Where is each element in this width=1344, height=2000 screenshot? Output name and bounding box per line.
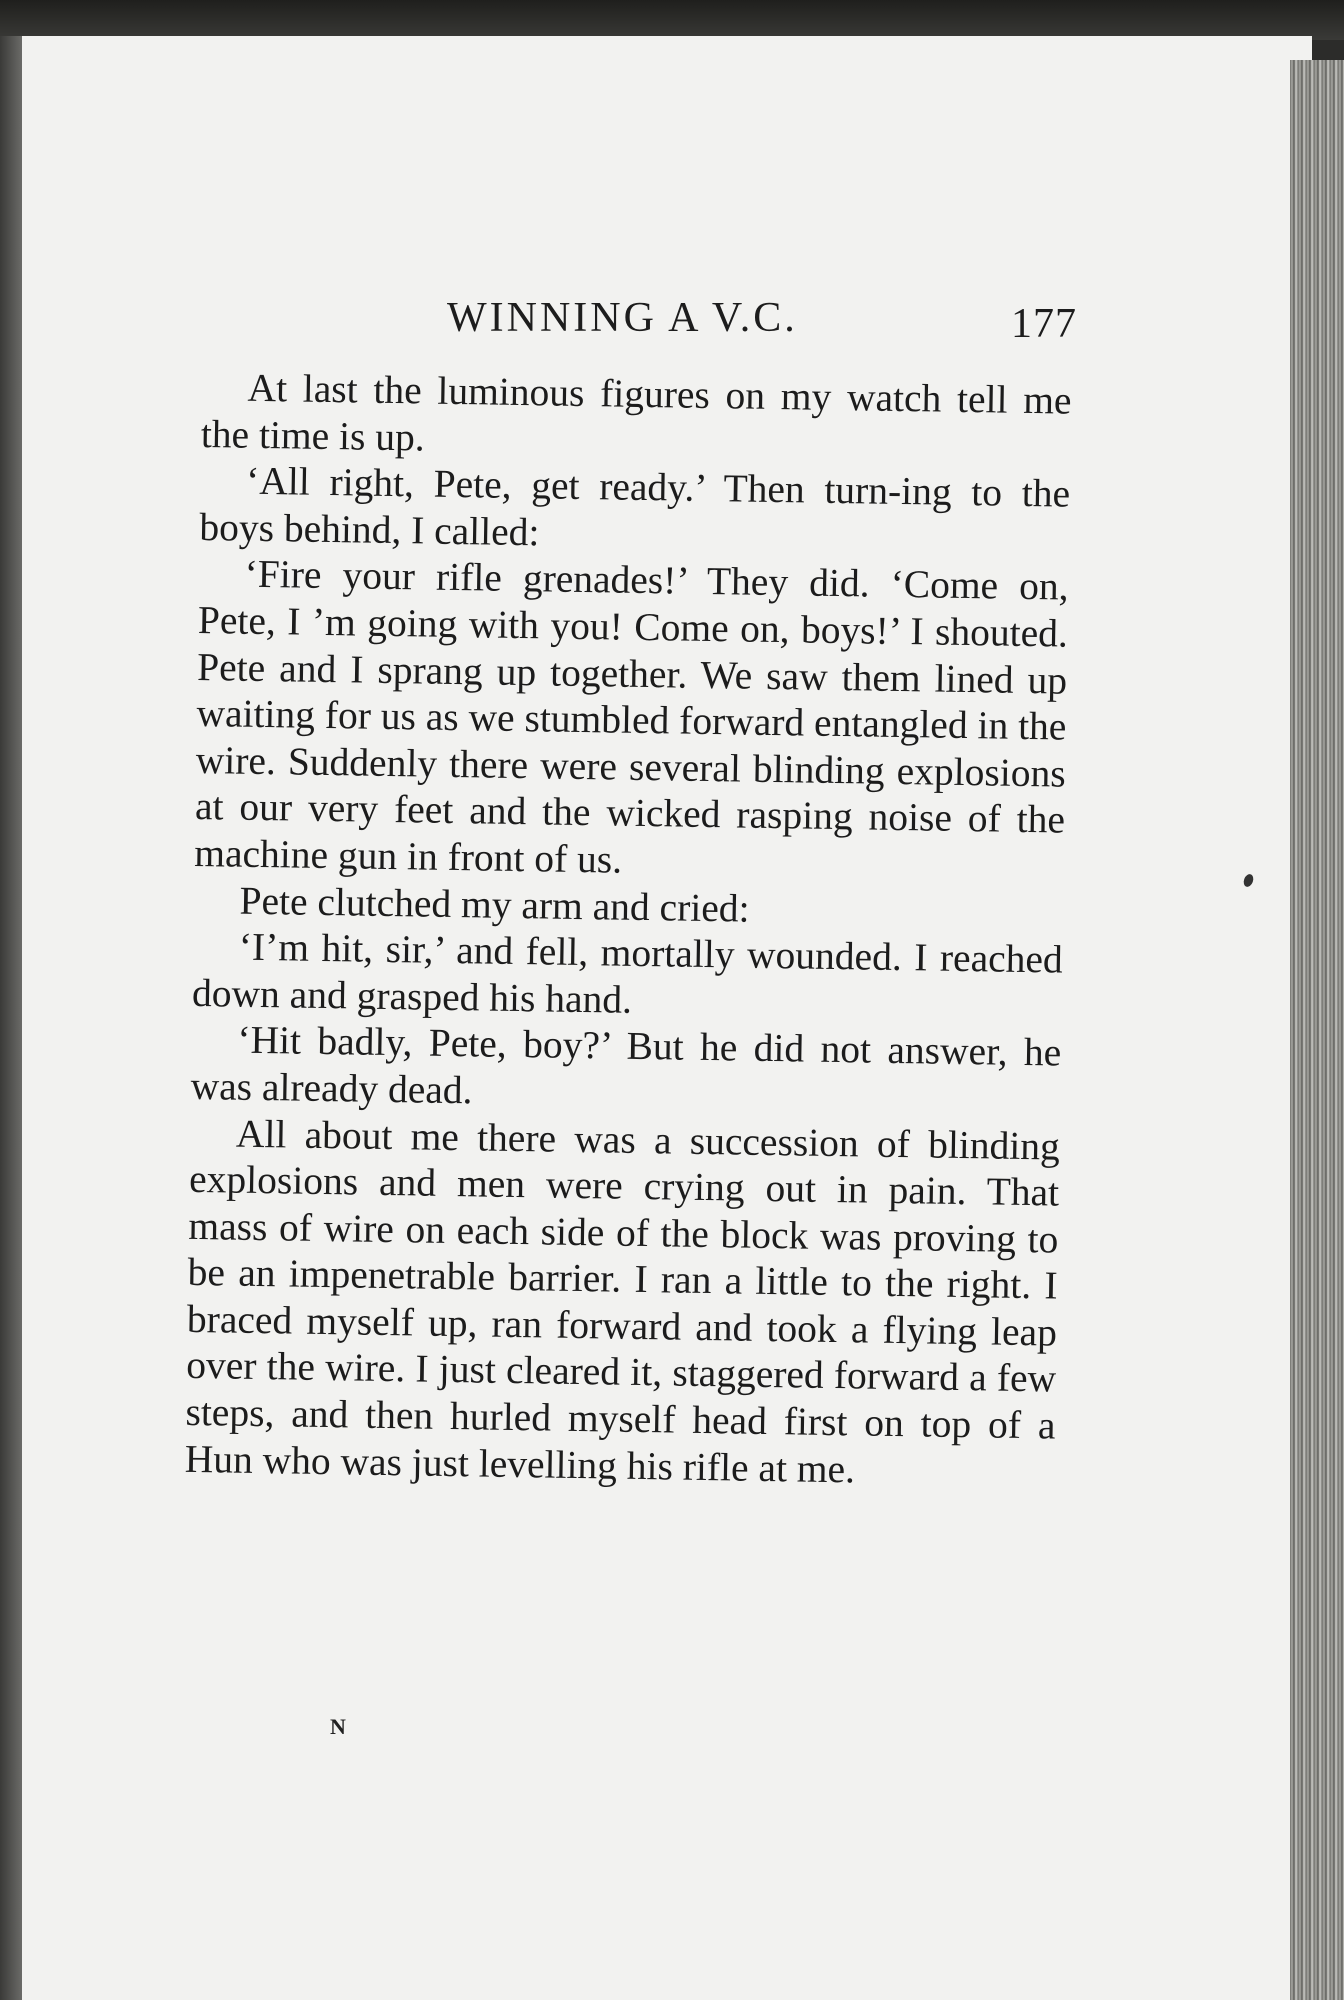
paragraph: ‘Fire your rifle grenades!’ They did. ‘Come on, Pete, I ’m going with you! Come on, boys!’ I shouted. Pete and I sprang up together. We saw them lined up waiting for us as we stumbled forward entangled in the wire. Suddenly there were several blinding explosions at our very feet and the wicked rasping noise of the machine gun in front of us. [193, 552, 1069, 882]
paragraph: All about me there was a succession of blinding explosions and men were crying out in pain. That mass of wire on each side of the block was proving to be an impenetrable barrier. I ran a little to the right. I braced myself up, ran forward and took a flying leap over the wire. I just cleared it, staggered forward a few steps, and then hurled myself head first on top of a Hun who was just levelling his rifle at me. [184, 1111, 1061, 1492]
page-header [437, 294, 1077, 354]
page-number: 177 [1011, 301, 1077, 347]
running-head: WINNING A V.C. [447, 295, 798, 341]
scan-top-border [0, 0, 1344, 40]
paragraph: ‘Hit badly, Pete, boy?’ But he did not answer, he was already dead. [190, 1017, 1062, 1113]
body-text [184, 364, 1071, 1496]
book-page [22, 36, 1312, 2000]
paragraph: Pete clutched my arm and cried: [239, 878, 750, 931]
signature-mark: N [330, 1714, 346, 1739]
paragraph: ‘I’m hit, sir,’ and fell, mortally wounded. I reached down and grasped his hand. [191, 924, 1064, 1022]
paragraph: ‘All right, Pete, get ready.’ Then turn-ing to the boys behind, I called: [199, 458, 1071, 555]
paragraph: At last the luminous figures on my watch tell me the time is up. [200, 365, 1072, 460]
ink-smudge [1242, 873, 1255, 888]
page-stack-edge [1290, 60, 1344, 2000]
scan-left-border [0, 36, 22, 2000]
